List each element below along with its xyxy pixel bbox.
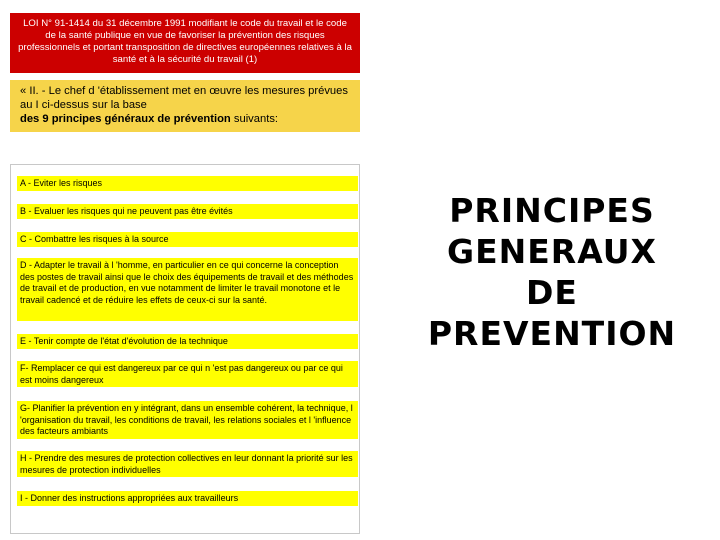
intro-box (10, 80, 360, 132)
page-title (402, 190, 702, 354)
principle-b: B - Evaluer les risques qui ne peuvent pas être évités (17, 204, 358, 219)
intro-suffix-text: suivants: (230, 113, 279, 125)
title-line-1: PRINCIPES (449, 191, 655, 230)
law-header-box (10, 13, 360, 73)
principle-d: D - Adapter le travail à l 'homme, en particulier en ce qui concerne la conception des postes de travail ainsi que le choix des équipements de travail et des méthodes de travail et de production, en vue notamment de limiter le travail monotone et le travail cadencé et de réduire les effets de ceux-ci sur la santé. (17, 258, 358, 321)
principles-panel (10, 164, 360, 534)
title-line-4: PREVENTION (427, 314, 677, 353)
law-header-text: LOI N° 91-1414 du 31 décembre 1991 modifiant le code du travail et le code de la santé publique en vue de favoriser la prévention des risques professionnels et portant transposition de directives européennes relatives à la santé et à la sécurité du travail (1) (18, 18, 352, 65)
principle-i: I - Donner des instructions appropriées aux travailleurs (17, 491, 358, 506)
principle-g: G- Planifier la prévention en y intégrant, dans un ensemble cohérent, la technique, l 'organisation du travail, les conditions de travail, les relations sociales et l 'influence des facteurs ambiants (17, 401, 358, 439)
principle-f: F- Remplacer ce qui est dangereux par ce qui n 'est pas dangereux ou par ce qui est moins dangereux (17, 361, 358, 387)
title-line-2: GENERAUX (447, 232, 657, 271)
principle-c: C - Combattre les risques à la source (17, 232, 358, 247)
intro-text: « II. - Le chef d 'établissement met en œuvre les mesures prévues au I ci-dessus sur la base (20, 85, 348, 111)
principle-h: H - Prendre des mesures de protection collectives en leur donnant la priorité sur les mesures de protection individuelles (17, 451, 358, 477)
principle-a: A - Eviter les risques (17, 176, 358, 191)
principle-e: E - Tenir compte de l'état d'évolution de la technique (17, 334, 358, 349)
intro-bold-text: des 9 principes généraux de prévention (20, 113, 231, 125)
title-line-3: DE (526, 273, 578, 312)
